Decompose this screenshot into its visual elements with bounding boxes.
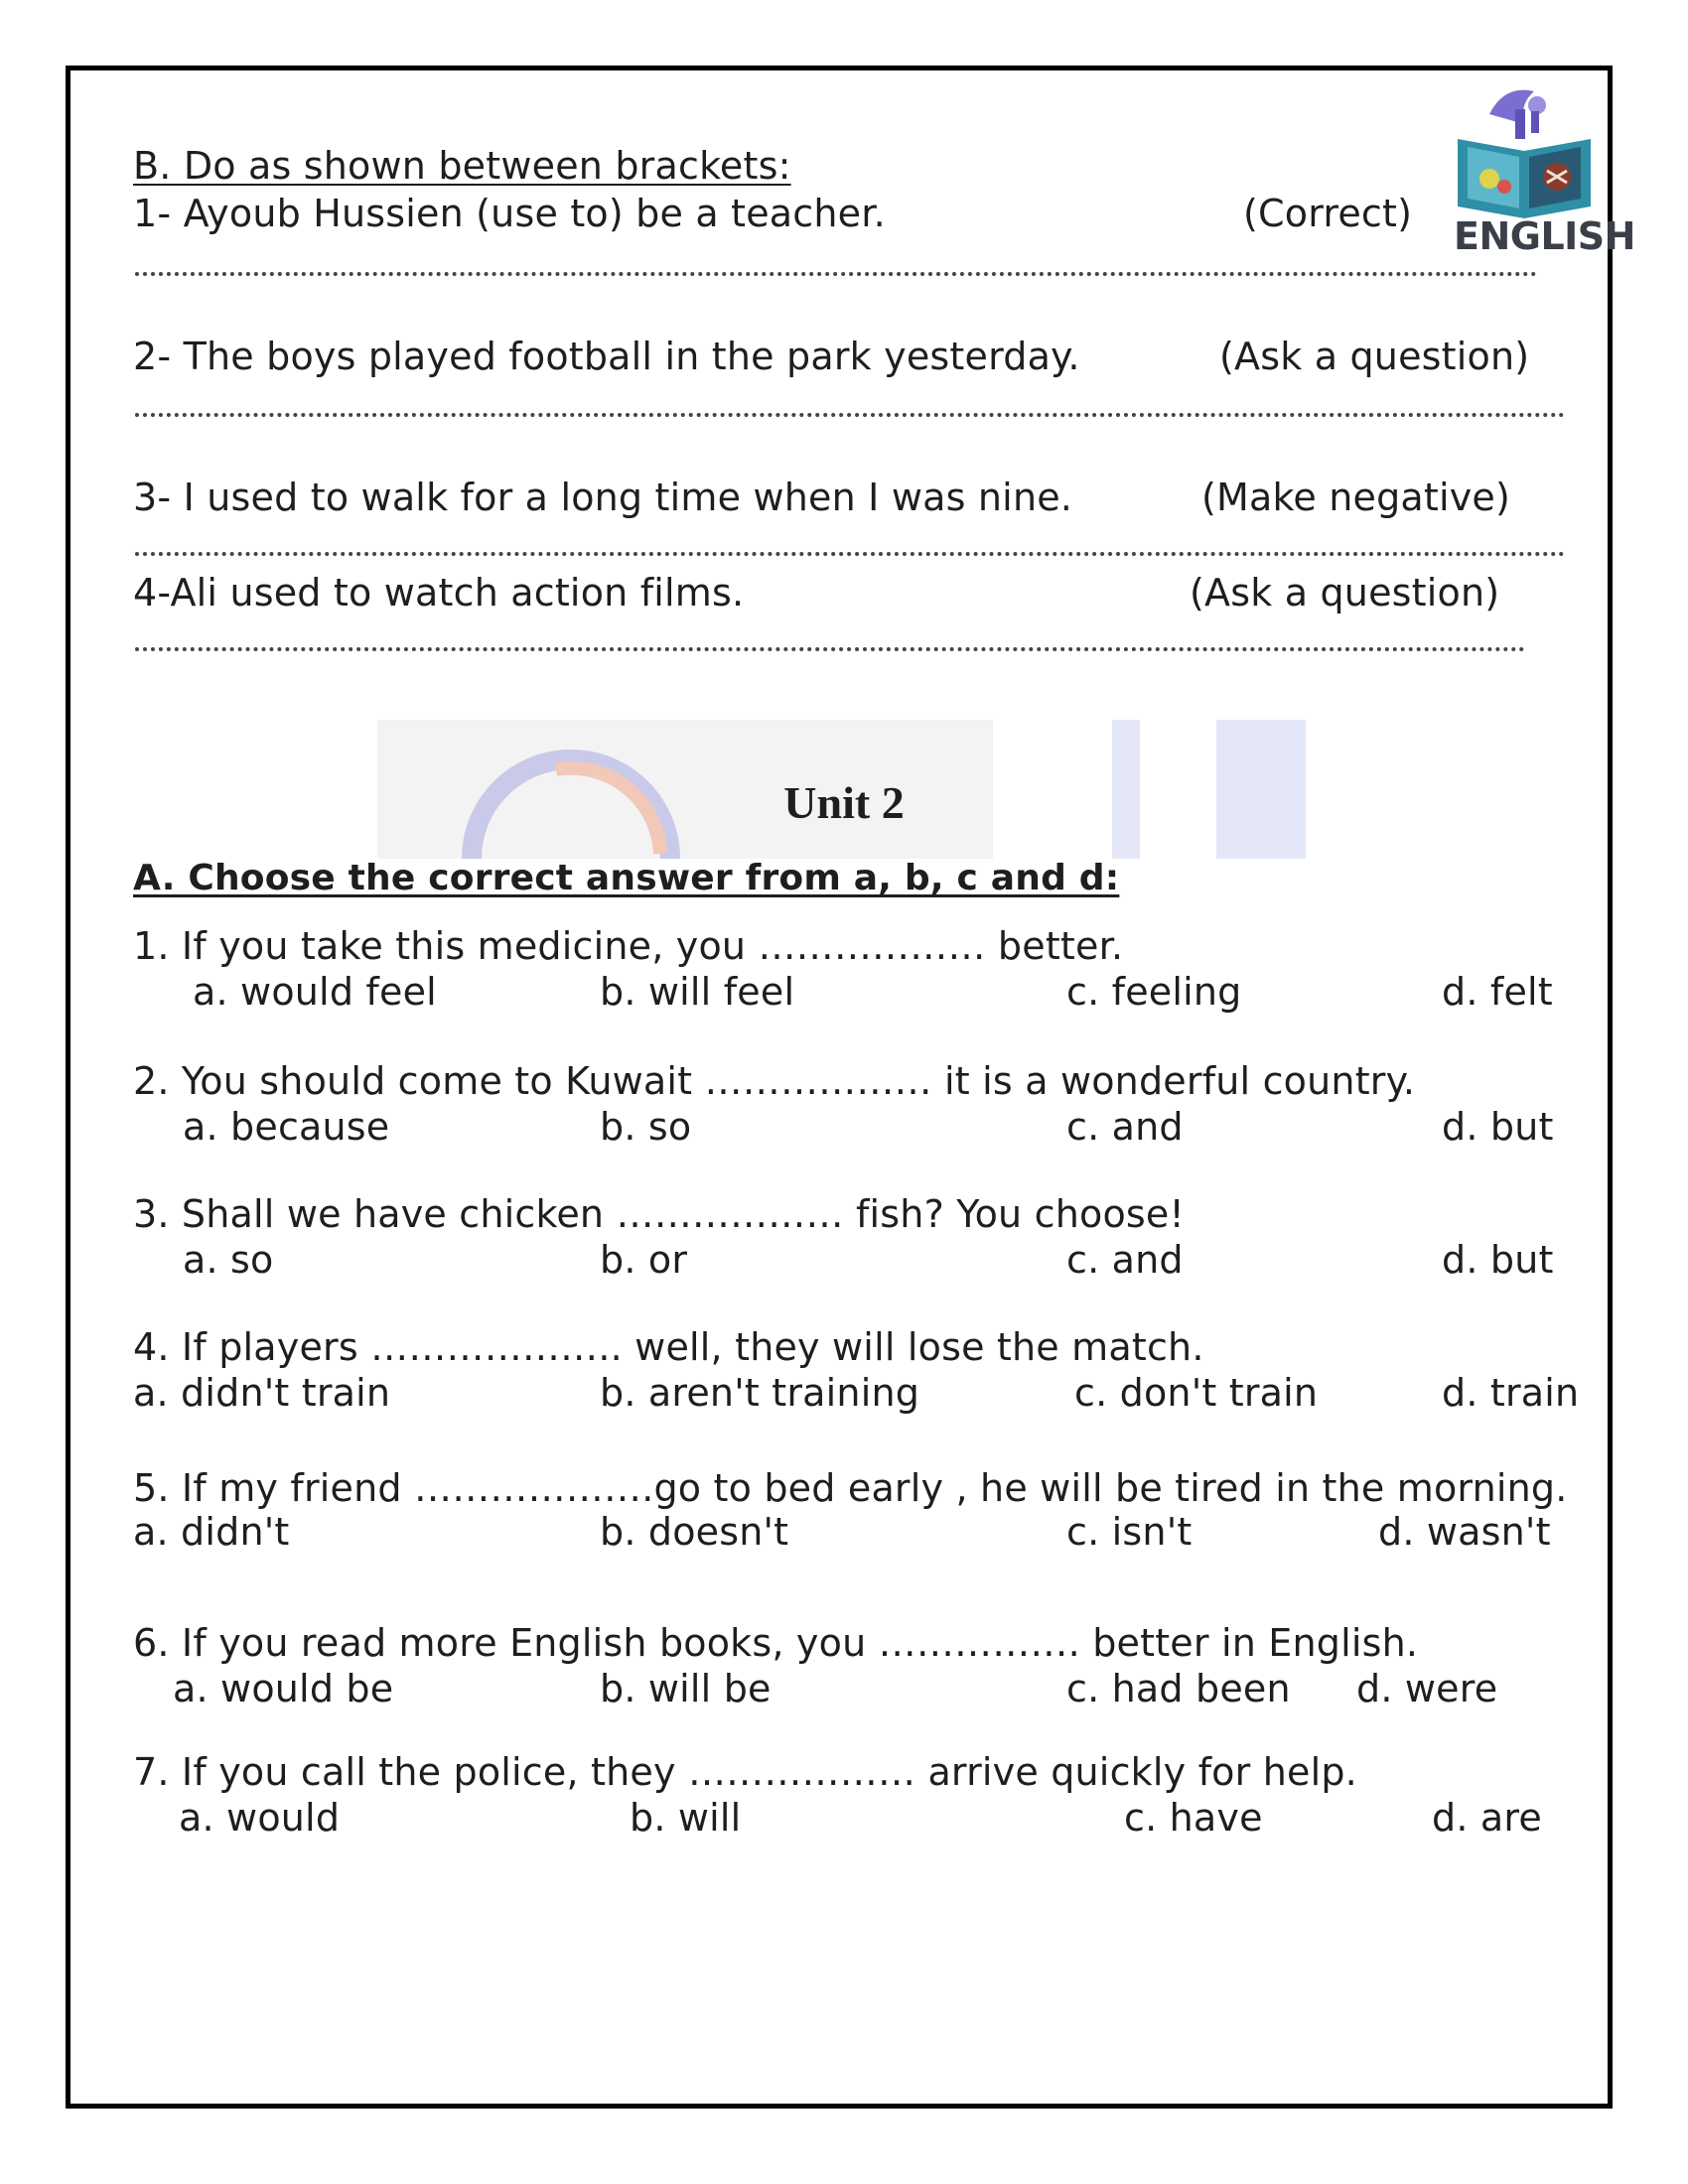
q4-option-a[interactable]: a. didn't train [133, 1371, 391, 1415]
q3-option-b[interactable]: b. or [600, 1238, 688, 1282]
logo-label: ENGLISH [1454, 214, 1635, 258]
question-3: 3. Shall we have chicken ……………… fish? You choose! [133, 1192, 1185, 1236]
section-b-item-1: 1- Ayoub Hussien (use to) be a teacher. [133, 192, 886, 235]
q4-option-b[interactable]: b. aren't training [600, 1371, 920, 1415]
section-b-instruction-3: (Make negative) [1201, 476, 1511, 519]
q2-option-a[interactable]: a. because [183, 1105, 390, 1149]
q3-option-c[interactable]: c. and [1066, 1238, 1184, 1282]
answer-line-3[interactable] [135, 552, 1565, 556]
q7-option-c[interactable]: c. have [1124, 1796, 1263, 1840]
section-b-item-3: 3- I used to walk for a long time when I was nine. [133, 476, 1073, 519]
q5-option-a[interactable]: a. didn't [133, 1510, 290, 1554]
question-5: 5. If my friend ……………….go to bed early , he will be tired in the morning. [133, 1466, 1568, 1510]
q7-option-d[interactable]: d. are [1432, 1796, 1542, 1840]
q6-option-a[interactable]: a. would be [173, 1667, 394, 1710]
section-a-heading: A. Choose the correct answer from a, b, c and d: [133, 858, 1120, 898]
question-6: 6. If you read more English books, you ……………. better in English. [133, 1621, 1419, 1665]
q1-option-d[interactable]: d. felt [1442, 970, 1553, 1014]
section-b-instruction-4: (Ask a question) [1190, 571, 1500, 614]
english-logo [1450, 79, 1635, 258]
q7-option-a[interactable]: a. would [179, 1796, 341, 1840]
section-b-instruction-2: (Ask a question) [1219, 335, 1530, 378]
section-b-instruction-1: (Correct) [1243, 192, 1413, 235]
answer-line-2[interactable] [135, 413, 1565, 417]
unit-title: Unit 2 [783, 777, 905, 828]
english-book-logo-icon [1450, 79, 1599, 218]
q3-option-a[interactable]: a. so [183, 1238, 274, 1282]
q6-option-b[interactable]: b. will be [600, 1667, 772, 1710]
question-1: 1. If you take this medicine, you ……………… better. [133, 924, 1124, 968]
q4-option-d[interactable]: d. train [1442, 1371, 1580, 1415]
q6-option-d[interactable]: d. were [1356, 1667, 1498, 1710]
q6-option-c[interactable]: c. had been [1066, 1667, 1291, 1710]
q7-option-b[interactable]: b. will [630, 1796, 742, 1840]
q2-option-d[interactable]: d. but [1442, 1105, 1554, 1149]
answer-line-4[interactable] [135, 647, 1525, 651]
q5-option-d[interactable]: d. wasn't [1378, 1510, 1551, 1554]
question-2: 2. You should come to Kuwait ……………… it is a wonderful country. [133, 1059, 1416, 1103]
question-7: 7. If you call the police, they ……………… arrive quickly for help. [133, 1750, 1357, 1794]
q1-option-a[interactable]: a. would feel [193, 970, 437, 1014]
q5-option-b[interactable]: b. doesn't [600, 1510, 789, 1554]
q3-option-d[interactable]: d. but [1442, 1238, 1554, 1282]
q2-option-b[interactable]: b. so [600, 1105, 692, 1149]
answer-line-1[interactable] [135, 272, 1537, 276]
section-b-heading: B. Do as shown between brackets: [133, 144, 791, 188]
q2-option-c[interactable]: c. and [1066, 1105, 1184, 1149]
q1-option-b[interactable]: b. will feel [600, 970, 795, 1014]
q4-option-c[interactable]: c. don't train [1074, 1371, 1319, 1415]
section-b-item-4: 4-Ali used to watch action films. [133, 571, 745, 614]
section-b-item-2: 2- The boys played football in the park yesterday. [133, 335, 1080, 378]
q5-option-c[interactable]: c. isn't [1066, 1510, 1193, 1554]
question-4: 4. If players ……………….. well, they will lose the match. [133, 1325, 1204, 1369]
q1-option-c[interactable]: c. feeling [1066, 970, 1242, 1014]
